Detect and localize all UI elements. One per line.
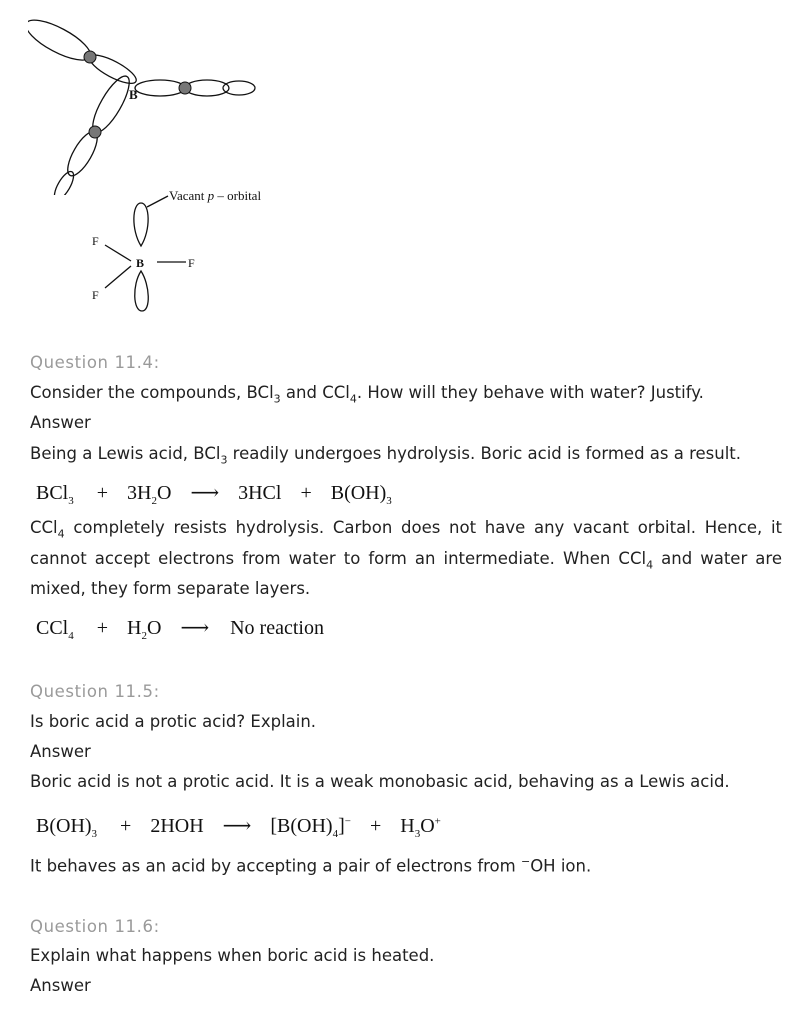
eq1-plus2: +: [300, 482, 312, 504]
bf3-f-right: F: [188, 256, 195, 270]
eq1-r2-end: O: [156, 482, 172, 504]
eq3-p1-close: ]: [338, 815, 345, 837]
q4-equation-2: [36, 615, 324, 642]
q4-para2-line2: [30, 549, 782, 571]
eq2-r2-end: O: [146, 617, 162, 639]
q4-para1-a: Being a Lewis acid, BCl: [30, 444, 221, 463]
eq3-p1-sub: 4: [332, 828, 339, 840]
eq3-p1-sup: −: [344, 815, 351, 828]
eq3-plus1: +: [120, 815, 132, 837]
eq1-plus1: +: [96, 482, 109, 504]
eq2-r1-sub: 4: [68, 630, 74, 642]
q4-para2-l1-a: CCl: [30, 518, 58, 537]
q4-question-c: . How will they behave with water? Justify.: [356, 383, 704, 402]
q4-para2-line3: mixed, they form separate layers.: [30, 579, 311, 598]
vacant-rest: – orbital: [217, 188, 262, 203]
eq1-r1: BCl: [36, 482, 69, 504]
eq3-p2: H: [400, 815, 415, 837]
eq2-plus: +: [96, 617, 109, 639]
q6-heading: Question 11.6:: [30, 917, 160, 936]
q6-answer-label: Answer: [30, 976, 91, 995]
eq1-r1-sub: 3: [68, 495, 74, 507]
eq2-r2-sub: 2: [141, 630, 147, 642]
eq1-p2-sub: 3: [386, 495, 392, 507]
eq3-p2-sup: +: [434, 815, 441, 828]
bf3-figure: [88, 185, 293, 320]
eq3-p1-open: [: [270, 815, 278, 837]
q4-para2-l1-sub: 4: [57, 527, 65, 541]
eq1-p1: 3HCl: [238, 482, 282, 504]
bf3-f-lower: F: [92, 288, 99, 302]
q4-question-a: Consider the compounds, BCl: [30, 383, 274, 402]
eq1-r2-sub: 2: [151, 495, 157, 507]
eq2-arrow: ⟶: [180, 617, 210, 639]
eq3-plus2: +: [369, 815, 382, 837]
q4-question: [30, 383, 704, 405]
q6-question: Explain what happens when boric acid is heated.: [30, 946, 435, 965]
q4-answer-label: Answer: [30, 413, 91, 432]
hybrid-atom-label: B: [129, 87, 138, 102]
q5-answer-label: Answer: [30, 742, 91, 761]
eq3-r1: B(OH): [36, 815, 92, 837]
q4-para1-sub: 3: [220, 453, 228, 467]
q4-question-sub1: 3: [273, 392, 281, 406]
hybrid-orbital-figure: [28, 10, 268, 195]
eq3-arrow: ⟶: [222, 815, 252, 837]
svg-text:Vacant p – orbital: [169, 188, 261, 203]
eq1-arrow: ⟶: [190, 482, 220, 504]
q4-para2-l1-b: completely resists hydrolysis. Carbon does not have any vacant orbital. Hence, it: [64, 518, 782, 537]
q5-para2-b: OH ion.: [530, 856, 592, 876]
q4-heading: Question 11.4:: [30, 353, 160, 372]
q5-question: Is boric acid a protic acid? Explain.: [30, 712, 317, 731]
q4-para1-b: readily undergoes hydrolysis. Boric acid is formed as a result.: [227, 444, 742, 463]
eq3-r2: 2HOH: [150, 815, 204, 837]
q5-equation: [36, 813, 441, 840]
q4-para2-l2-a: cannot accept electrons from water to form an intermediate. When CCl: [30, 549, 647, 568]
eq3-p2-sub: 3: [414, 828, 421, 840]
q5-heading: Question 11.5:: [30, 682, 160, 701]
eq1-p2: B(OH): [330, 482, 387, 504]
q4-para1: [30, 444, 741, 466]
q5-para2-a: It behaves as an acid by accepting a pair of electrons from: [30, 856, 521, 876]
q4-equation-1: [36, 480, 392, 507]
eq2-r2: H: [127, 617, 142, 639]
eq3-p1: B(OH): [277, 815, 333, 837]
eq2-r1: CCl: [36, 617, 69, 639]
q4-question-b: and CCl: [280, 383, 350, 402]
vacant-label: Vacant: [169, 188, 205, 203]
eq2-product: No reaction: [230, 617, 324, 639]
q4-para2-line1: [30, 518, 782, 540]
eq3-p2-end: O: [420, 815, 435, 837]
q4-para2-l2-b: and water are: [653, 549, 782, 568]
bf3-f-upper: F: [92, 234, 99, 248]
eq3-r1-sub: 3: [91, 828, 98, 840]
eq1-r2: 3H: [127, 482, 152, 504]
q4-question-sub2: 4: [349, 392, 357, 406]
bf3-atom-b: B: [136, 256, 145, 270]
q4-para2-l2-sub: 4: [646, 558, 654, 572]
q5-para1: Boric acid is not a protic acid. It is a weak monobasic acid, behaving as a Lewis acid.: [30, 772, 730, 791]
q5-para2: [30, 855, 591, 876]
vacant-p: p: [207, 188, 215, 203]
q5-para2-sup: −: [520, 855, 531, 868]
